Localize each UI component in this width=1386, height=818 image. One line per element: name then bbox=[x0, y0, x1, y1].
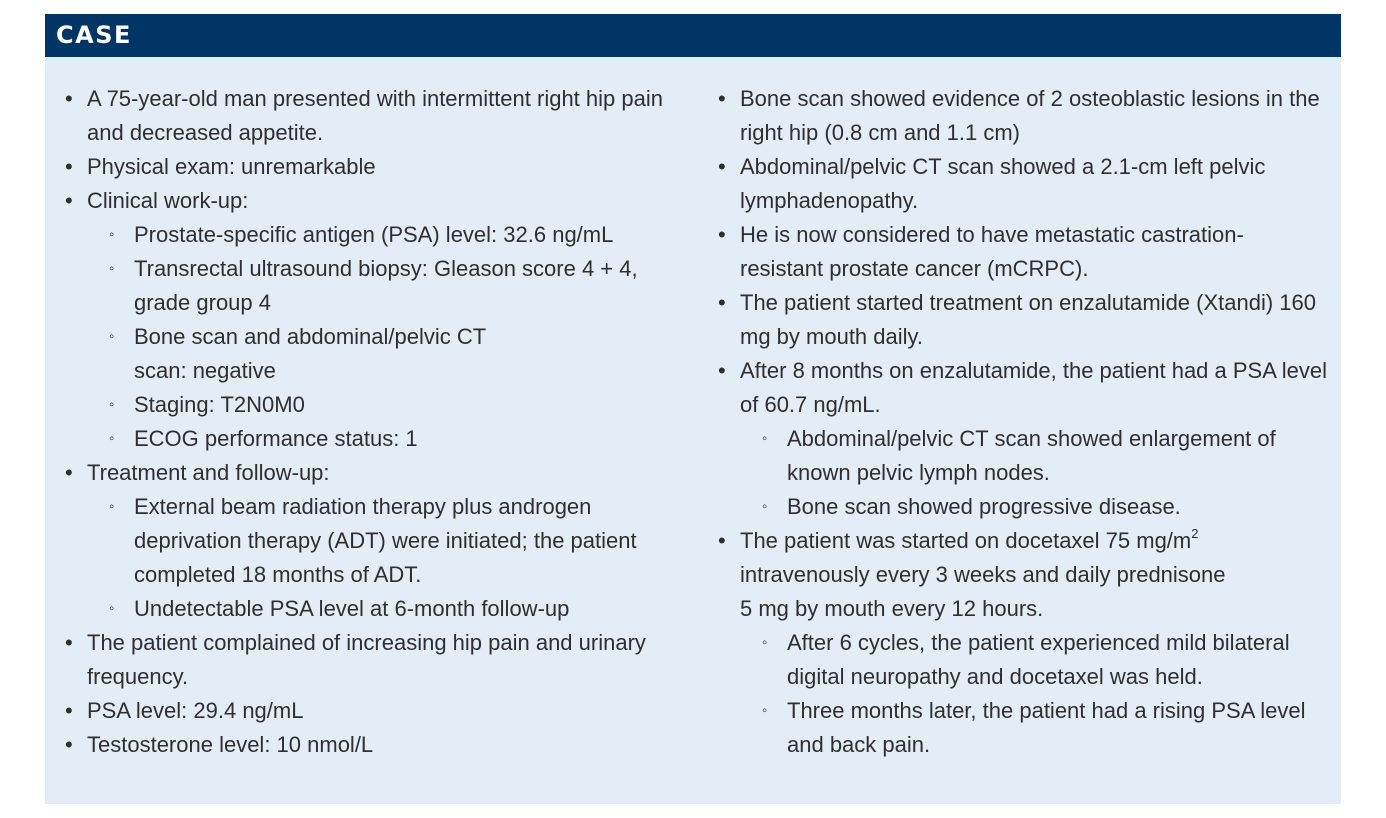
item-text: Bone scan showed evidence of 2 osteoblastic lesions in the right hip (0.8 cm and 1.1 cm) bbox=[740, 86, 1320, 145]
bullet-icon: • bbox=[65, 460, 73, 485]
item-text: The patient started treatment on enzalutamide (Xtandi) 160 mg by mouth daily. bbox=[740, 290, 1317, 349]
sub-list-item bbox=[65, 592, 665, 626]
item-text: The patient complained of increasing hip pain and urinary frequency. bbox=[87, 630, 646, 689]
bullet-icon: • bbox=[718, 86, 726, 111]
sub-bullet-icon: ◦ bbox=[109, 430, 115, 447]
bullet-icon: • bbox=[65, 630, 73, 655]
item-text: Bone scan showed progressive disease. bbox=[787, 494, 1181, 519]
list-item bbox=[65, 694, 665, 728]
superscript: 2 bbox=[1191, 525, 1199, 541]
sub-bullet-icon: ◦ bbox=[762, 498, 768, 515]
item-text: 5 mg by mouth every 12 hours. bbox=[740, 596, 1044, 621]
case-list-right bbox=[718, 82, 1328, 762]
item-text: PSA level: 29.4 ng/mL bbox=[87, 698, 304, 723]
item-text: After 8 months on enzalutamide, the patient had a PSA level of 60.7 ng/mL. bbox=[740, 358, 1328, 417]
item-text: Undetectable PSA level at 6-month follow-up bbox=[134, 596, 570, 621]
item-text: intravenously every 3 weeks and daily prednisone bbox=[740, 562, 1226, 587]
list-item bbox=[65, 184, 665, 218]
sub-list-item bbox=[718, 694, 1328, 762]
case-box bbox=[45, 14, 1341, 804]
list-item bbox=[65, 626, 665, 694]
bullet-icon: • bbox=[65, 732, 73, 757]
sub-bullet-icon: ◦ bbox=[762, 430, 768, 447]
sub-list-item bbox=[65, 218, 665, 252]
sub-bullet-icon: ◦ bbox=[109, 328, 115, 345]
item-text: Abdominal/pelvic CT scan showed a 2.1-cm left pelvic lymphadenopathy. bbox=[740, 154, 1266, 213]
sub-bullet-icon: ◦ bbox=[109, 498, 115, 515]
bullet-icon: • bbox=[65, 86, 73, 111]
list-item bbox=[718, 524, 1280, 626]
list-item bbox=[65, 728, 665, 762]
bullet-icon: • bbox=[65, 698, 73, 723]
item-text: Testosterone level: 10 nmol/L bbox=[87, 732, 374, 757]
item-text: The patient was started on docetaxel 75 mg/m bbox=[740, 528, 1192, 553]
sub-bullet-icon: ◦ bbox=[762, 634, 768, 651]
sub-list-item bbox=[718, 626, 1328, 694]
bullet-icon: • bbox=[718, 528, 726, 553]
item-text: Clinical work-up: bbox=[87, 188, 249, 213]
item-text: Abdominal/pelvic CT scan showed enlargement of known pelvic lymph nodes. bbox=[787, 426, 1276, 485]
list-item bbox=[718, 286, 1328, 354]
sub-list-item bbox=[718, 422, 1328, 490]
list-item bbox=[718, 218, 1320, 286]
list-item bbox=[718, 354, 1328, 422]
bullet-icon: • bbox=[718, 358, 726, 383]
list-item bbox=[65, 82, 665, 150]
item-text: External beam radiation therapy plus androgen deprivation therapy (ADT) were initiated; the patient completed 18 months of ADT. bbox=[134, 494, 637, 587]
sub-list-item bbox=[65, 422, 665, 456]
item-text: Bone scan and abdominal/pelvic CT scan: negative bbox=[134, 324, 486, 383]
item-text: Staging: T2N0M0 bbox=[134, 392, 305, 417]
bullet-icon: • bbox=[718, 154, 726, 179]
item-text: Prostate-specific antigen (PSA) level: 32.6 ng/mL bbox=[134, 222, 614, 247]
item-text: Treatment and follow-up: bbox=[87, 460, 330, 485]
item-text: Transrectal ultrasound biopsy: Gleason score 4 + 4, grade group 4 bbox=[134, 256, 638, 315]
sub-list-item bbox=[65, 252, 665, 320]
bullet-icon: • bbox=[718, 222, 726, 247]
item-text: Physical exam: unremarkable bbox=[87, 154, 376, 179]
list-item bbox=[718, 82, 1328, 150]
sub-bullet-icon: ◦ bbox=[762, 702, 768, 719]
right-column bbox=[718, 82, 1328, 762]
bullet-icon: • bbox=[65, 188, 73, 213]
sub-bullet-icon: ◦ bbox=[109, 396, 115, 413]
item-text: After 6 cycles, the patient experienced mild bilateral digital neuropathy and docetaxel was held. bbox=[787, 630, 1290, 689]
sub-list-item bbox=[65, 490, 665, 592]
left-column bbox=[65, 82, 665, 762]
item-text: He is now considered to have metastatic castration-resistant prostate cancer (mCRPC). bbox=[740, 222, 1244, 281]
case-list-left bbox=[65, 82, 665, 762]
sub-list-item bbox=[65, 320, 524, 388]
bullet-icon: • bbox=[65, 154, 73, 179]
item-text: Three months later, the patient had a rising PSA level and back pain. bbox=[787, 698, 1306, 757]
sub-bullet-icon: ◦ bbox=[109, 600, 115, 617]
list-item bbox=[65, 456, 665, 490]
sub-bullet-icon: ◦ bbox=[109, 226, 115, 243]
case-header: CASE bbox=[45, 14, 1341, 57]
item-text: A 75-year-old man presented with intermittent right hip pain and decreased appetite. bbox=[87, 86, 663, 145]
bullet-icon: • bbox=[718, 290, 726, 315]
list-item bbox=[718, 150, 1280, 218]
sub-list-item bbox=[65, 388, 665, 422]
sub-list-item bbox=[718, 490, 1328, 524]
list-item bbox=[65, 150, 665, 184]
item-text: ECOG performance status: 1 bbox=[134, 426, 418, 451]
sub-bullet-icon: ◦ bbox=[109, 260, 115, 277]
